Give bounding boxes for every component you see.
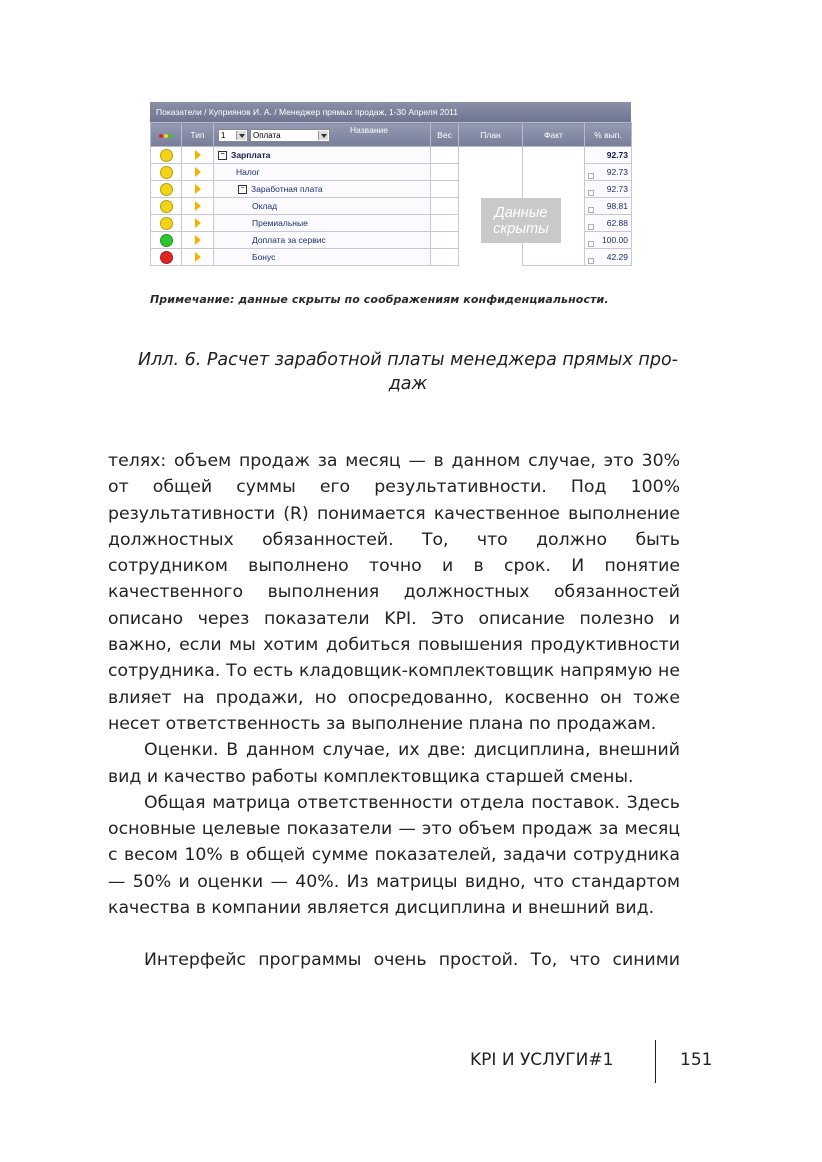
hidden-label-line1: Данные <box>494 204 548 221</box>
red-dot-icon <box>159 134 163 138</box>
caption-line: Илл. 6. Расчет заработной платы менеджера прямых про- <box>138 350 678 370</box>
yellow-status-icon <box>160 149 173 162</box>
row-percent: 42.29 <box>606 252 628 262</box>
figure-note: Примечание: данные скрыты по соображениям конфиденциальности. <box>150 293 609 306</box>
hidden-label-line2: скрыты <box>493 220 549 237</box>
name-column-header <box>214 123 431 147</box>
collapse-icon[interactable]: − <box>218 151 227 160</box>
row-name: Зарплата <box>231 149 271 160</box>
breadcrumb: Показатели / Куприянов И. А. / Менеджер прямых продаж, 1-30 Апреля 2011 <box>150 102 631 122</box>
kpi-table <box>150 122 632 266</box>
paragraph: Интерфейс программы очень простой. То, что синими <box>144 950 680 971</box>
checkbox-icon <box>588 207 594 213</box>
checkbox-icon <box>588 241 594 247</box>
percent-column-header: % вып. <box>585 123 632 147</box>
paragraph: Общая матрица ответственности отдела поставок. Здесь основные целевые показатели — это объем продаж за месяц с весом 10% в общей сумме показателей, задачи сотрудника — 50% и оценки — 40%. Из матрицы видно, что стандартом качества в компании является дисциплина и внешний вид. <box>108 792 680 919</box>
figure-screenshot <box>150 102 631 290</box>
yellow-status-icon <box>160 217 173 230</box>
checkbox-icon <box>588 173 594 179</box>
paragraph: Оценки. В данном случае, их две: дисциплина, внешний вид и качество работы комплектовщика старшей смены. <box>108 740 680 787</box>
red-status-icon <box>160 251 173 264</box>
body-text <box>108 448 680 974</box>
page-number: 151 <box>680 1050 713 1070</box>
row-name: Доплата за сервис <box>252 235 326 245</box>
play-icon <box>195 167 201 177</box>
name-header-label: Название <box>350 125 388 135</box>
green-status-icon <box>160 234 173 247</box>
play-icon <box>195 184 201 194</box>
row-percent: 92.73 <box>606 150 628 160</box>
collapse-icon[interactable]: − <box>238 185 247 194</box>
paragraph: телях: объем продаж за месяц — в данном случае, это 30% от общей суммы его результативности. Под 100% результативности (R) понимается качественное выполнение должностных обязанностей. То, что должно быть сотрудником выполнено точно и в срок. И понятие качественного выполнения должностных обязанностей описано через показатели KPI. Это описание полезно и важно, если мы хотим добиться повышения продуктивности сотрудника. То есть кладовщик-комплектовщик напрямую не влияет на продажи, но опосредованно, косвенно он тоже несет ответственность за выполнение плана по продажам. <box>108 451 680 734</box>
chevron-down-icon <box>236 131 246 140</box>
row-percent: 92.73 <box>606 167 628 177</box>
row-percent: 62.88 <box>606 218 628 228</box>
running-title: KPI И УСЛУГИ#1 <box>470 1050 614 1070</box>
category-select-value: Оплата <box>253 131 281 140</box>
play-icon <box>195 201 201 211</box>
play-icon <box>195 252 201 262</box>
table-row[interactable] <box>151 147 632 164</box>
type-column-header: Тип <box>182 123 214 147</box>
yellow-status-icon <box>160 200 173 213</box>
status-column-header <box>151 123 182 147</box>
checkbox-icon <box>588 190 594 196</box>
table-header-row <box>151 123 632 147</box>
checkbox-icon <box>588 258 594 264</box>
hidden-data-label <box>481 198 561 243</box>
green-dot-icon <box>169 134 173 138</box>
caption-line: даж <box>388 374 428 394</box>
row-percent: 98.81 <box>606 201 628 211</box>
play-icon <box>195 218 201 228</box>
yellow-status-icon <box>160 183 173 196</box>
footer-divider <box>655 1040 656 1083</box>
plan-column-header: План <box>459 123 523 147</box>
row-name: Заработная плата <box>251 183 323 194</box>
chevron-down-icon <box>318 131 328 140</box>
row-name: Оклад <box>252 201 278 211</box>
category-select[interactable] <box>250 129 330 142</box>
figure-caption <box>108 348 708 396</box>
yellow-dot-icon <box>164 134 168 138</box>
row-name: Налог <box>236 167 260 177</box>
row-percent: 92.73 <box>606 184 628 194</box>
play-icon <box>195 150 201 160</box>
weight-column-header: Вес <box>431 123 459 147</box>
level-select-value: 1 <box>221 131 226 140</box>
checkbox-icon <box>588 224 594 230</box>
row-name: Премиальные <box>252 218 308 228</box>
row-percent: 100.00 <box>602 235 628 245</box>
play-icon <box>195 235 201 245</box>
level-select[interactable] <box>218 129 248 142</box>
yellow-status-icon <box>160 166 173 179</box>
row-name: Бонус <box>252 252 276 262</box>
fact-column-header: Факт <box>523 123 585 147</box>
